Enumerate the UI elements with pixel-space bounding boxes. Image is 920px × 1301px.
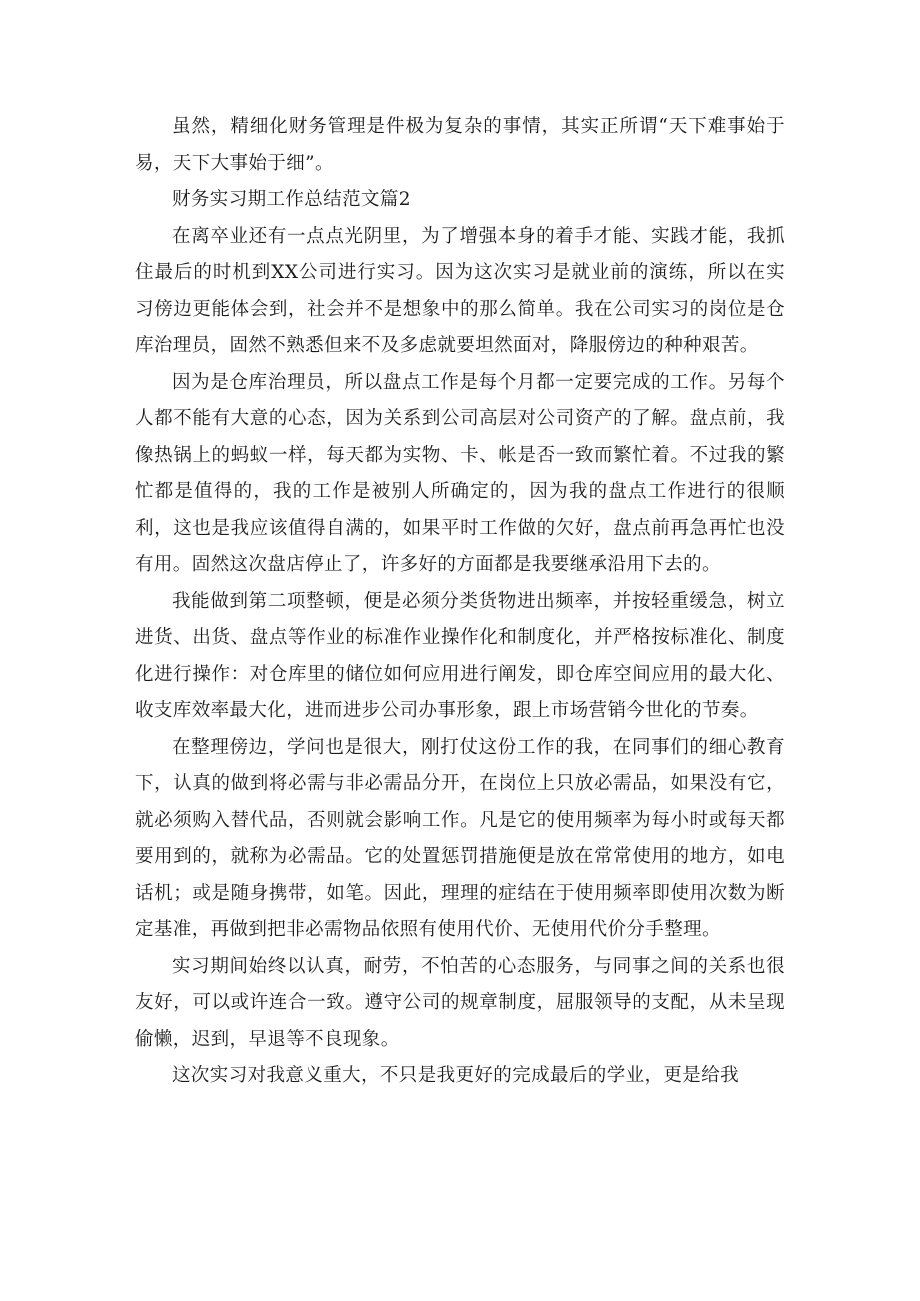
section-heading: 财务实习期工作总结范文篇2 (172, 189, 411, 210)
paragraph-inventory-count: 因为是仓库治理员，所以盘点工作是每个月都一定要完成的工作。另每个人都不能有大意的心态，因为关系到公司高层对公司资产的了解。盘点前，我像热锅上的蚂蚁一样，每天都为实物、卡、帐是否一致而繁忙着。不过我的繁忙都是值得的，我的工作是被别人所确定的，因为我的盘点工作进行的很顺利，这也是我应该值得自满的，如果平时工作做的欠好，盘点前再急再忙也没有用。固然这次盘店停止了，许多好的方面都是我要继承沿用下去的。 (135, 371, 785, 575)
document-body (135, 109, 785, 1095)
paragraph-attitude: 实习期间始终以认真，耐劳，不怕苦的心态服务，与同事之间的关系也很友好，可以或许连合一致。遵守公司的规章制度，屈服领导的支配，从未呈现偷懒，迟到，早退等不良现象。 (135, 955, 785, 1050)
paragraph-significance: 这次实习对我意义重大，不只是我更好的完成最后的学业，更是给我 (172, 1065, 740, 1086)
paragraph-classification: 我能做到第二项整顿，便是必须分类货物进出频率，并按轻重缓急，树立进货、出货、盘点等作业的标准作业操作化和制度化，并严格按标准化、制度化进行操作：对仓库里的储位如何应用进行阐发，即仓库空间应用的最大化、收支库效率最大化，进而进步公司办事形象，跟上市场营销今世化的节奏。 (135, 590, 785, 721)
paragraph-internship-start: 在离卒业还有一点点光阴里，为了增强本身的着手才能、实践才能，我抓住最后的时机到XX公司进行实习。因为这次实习是就业前的演练，所以在实习傍边更能体会到，社会并不是想象中的那么简单。我在公司实习的岗位是仓库治理员，固然不熟悉但来不及多虑就要坦然面对，降服傍边的种种艰苦。 (135, 225, 785, 356)
paragraph-sorting: 在整理傍边，学问也是很大，刚打仗这份工作的我，在同事们的细心教育下，认真的做到将必需与非必需品分开，在岗位上只放必需品，如果没有它，就必须购入替代品，否则就会影响工作。凡是它的使用频率为每小时或每天都要用到的，就称为必需品。它的处置惩罚措施便是放在常常使用的地方，如电话机；或是随身携带，如笔。因此，理理的症结在于使用频率即使用次数为断定基准，再做到把非必需物品依照有使用代价、无使用代价分手整理。 (135, 736, 785, 940)
paragraph-intro: 虽然，精细化财务管理是件极为复杂的事情，其实正所谓“天下难事始于易，天下大事始于细”。 (135, 116, 785, 174)
